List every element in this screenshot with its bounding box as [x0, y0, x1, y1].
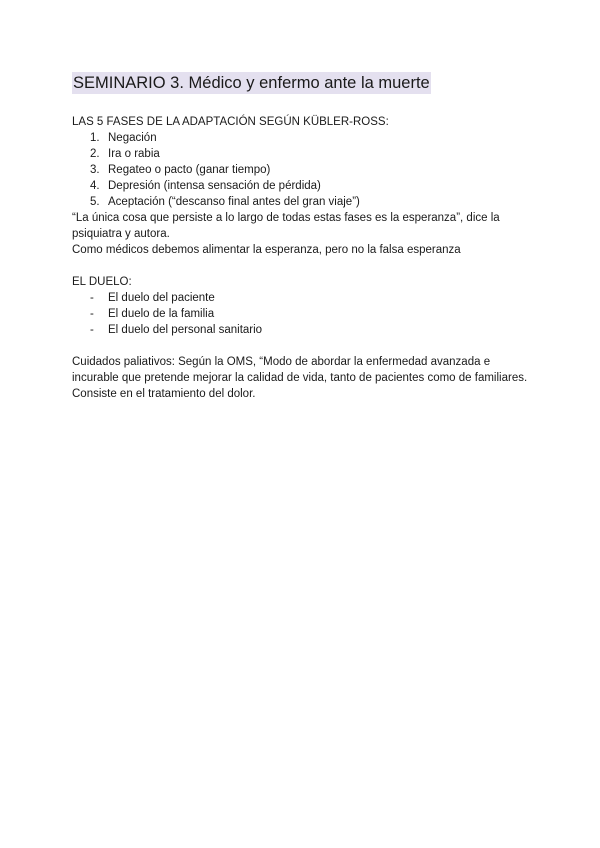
esperanza-quote: “La única cosa que persiste a lo largo de todas estas fases es la esperanza”, dice la psiquiatra y autora.: [72, 212, 500, 240]
list-item-number: 1.: [90, 132, 100, 144]
list-item-text: Depresión (intensa sensación de pérdida): [108, 180, 321, 192]
fases-list: [72, 130, 532, 210]
list-item-text: Regateo o pacto (ganar tiempo): [108, 164, 271, 176]
list-item-bullet: -: [90, 324, 94, 336]
list-item-bullet: -: [90, 308, 94, 320]
cuidados-paliativos-paragraph: Cuidados paliativos: Según la OMS, “Modo de abordar la enfermedad avanzada e incurable que pretende mejorar la calidad de vida, tanto de pacientes como de familiares. Consiste en el tratamiento del dolor.: [72, 356, 528, 400]
list-item: [72, 290, 532, 306]
list-item-bullet: -: [90, 292, 94, 304]
list-item-text: Ira o rabia: [108, 148, 160, 160]
list-item-number: 4.: [90, 180, 100, 192]
list-item-number: 3.: [90, 164, 100, 176]
list-item-number: 5.: [90, 196, 100, 208]
list-item: [72, 306, 532, 322]
fases-heading: LAS 5 FASES DE LA ADAPTACIÓN SEGÚN KÜBLER-ROSS:: [72, 116, 389, 128]
list-item: [72, 162, 532, 178]
list-item-text: Aceptación (“descanso final antes del gran viaje”): [108, 196, 360, 208]
list-item: [72, 130, 532, 146]
list-item-text: El duelo del paciente: [108, 292, 215, 304]
page-title: SEMINARIO 3. Médico y enfermo ante la muerte: [73, 74, 430, 92]
spacer: [72, 258, 532, 274]
document-body: [72, 114, 532, 402]
list-item-text: El duelo del personal sanitario: [108, 324, 263, 336]
list-item: [72, 194, 532, 210]
list-item-text: El duelo de la familia: [108, 308, 215, 320]
spacer: [72, 338, 532, 354]
list-item: [72, 178, 532, 194]
list-item-number: 2.: [90, 148, 100, 160]
list-item: [72, 146, 532, 162]
duelo-heading: EL DUELO:: [72, 276, 132, 288]
esperanza-note: Como médicos debemos alimentar la esperanza, pero no la falsa esperanza: [72, 244, 461, 256]
duelo-list: [72, 290, 532, 338]
list-item: [72, 322, 532, 338]
list-item-text: Negación: [108, 132, 157, 144]
